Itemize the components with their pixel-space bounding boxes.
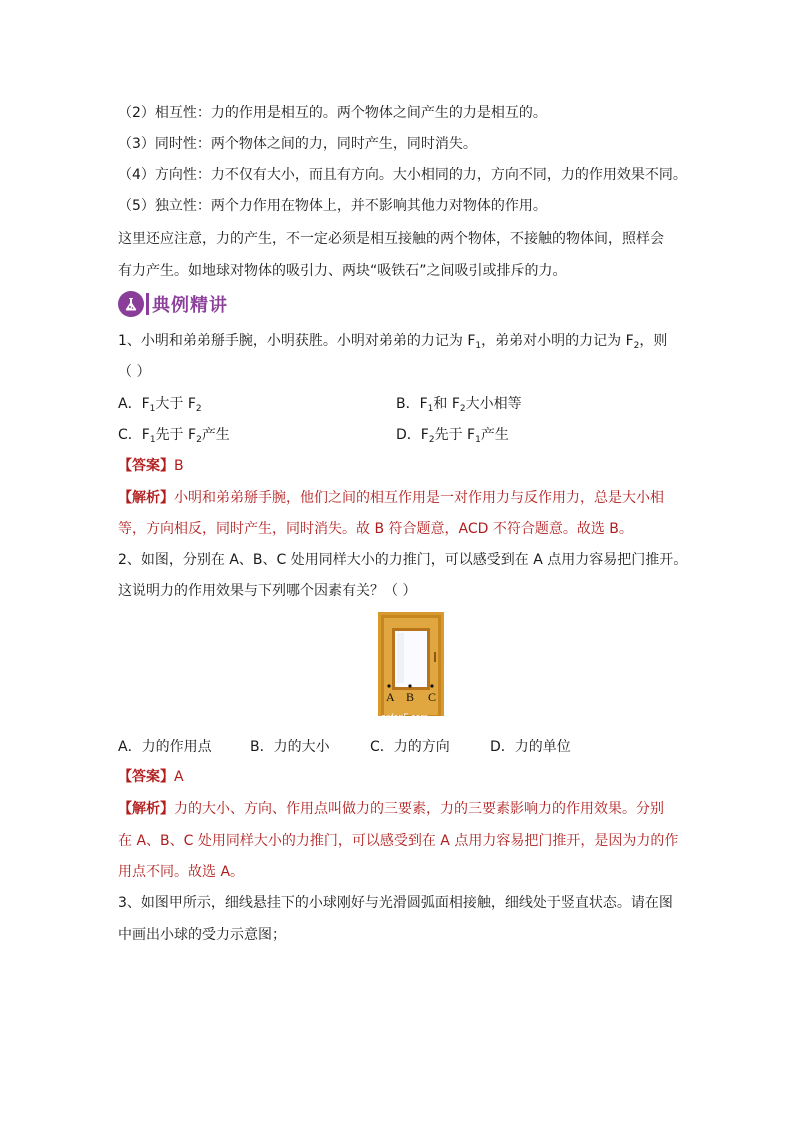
q3-stem-line-1: 3、如图甲所示，细线悬挂下的小球刚好与光滑圆弧面相接触，细线处于竖直状态。请在图	[118, 895, 673, 911]
door-label-c: C	[428, 690, 437, 704]
q1-option-d: D．$F_2$先于 $F_1$产生	[396, 427, 509, 445]
q1-option-a: A．$F_1$大于 $F_2$	[118, 396, 202, 414]
section-header	[118, 290, 228, 318]
q3-stem-line-2: 中画出小球的受力示意图；	[118, 927, 286, 943]
q2-answer: 【答案】A	[118, 769, 184, 785]
q1-analysis-line-1: 【解析】小明和弟弟掰手腕，他们之间的相互作用是一对作用力与反作用力，总是大小相	[118, 490, 664, 506]
door-label-b: B	[406, 690, 415, 704]
note-line-2: 有力产生。如地球对物体的吸引力、两块“吸铁石”之间吸引或排斥的力。	[118, 263, 567, 279]
q2-analysis-line-1: 【解析】力的大小、方向、作用点叫做力的三要素，力的三要素影响力的作用效果。分别	[118, 801, 664, 817]
q2-option-c: C．力的方向	[370, 739, 450, 755]
door-watermark: anfen5.com	[381, 712, 429, 722]
q2-option-b: B．力的大小	[250, 739, 330, 755]
property-5: （5）独立性：两个力作用在物体上，并不影响其他力对物体的作用。	[118, 198, 547, 214]
flask-icon	[118, 291, 144, 317]
q1-paren: （ ）	[118, 364, 151, 380]
q2-analysis-line-2: 在 A、B、C 处用同样大小的力推门，可以感受到在 A 点用力容易把门推开，是因为力的作	[118, 833, 679, 849]
door-figure	[378, 612, 444, 724]
property-3: （3）同时性：两个物体之间的力，同时产生，同时消失。	[118, 136, 477, 152]
property-4: （4）方向性：力不仅有大小，而且有方向。大小相同的力，方向不同，力的作用效果不同。	[118, 167, 687, 183]
note-line-1: 这里还应注意，力的产生，不一定必须是相互接触的两个物体，不接触的物体间，照样会	[118, 231, 664, 247]
property-2: （2）相互性：力的作用是相互的。两个物体之间产生的力是相互的。	[118, 105, 547, 121]
q1-analysis-line-2: 等，方向相反，同时产生，同时消失。故 B 符合题意，ACD 不符合题意。故选 B。	[118, 521, 633, 537]
q1-option-b: B．$F_1$和 $F_2$大小相等	[396, 396, 522, 414]
q2-option-a: A．力的作用点	[118, 739, 212, 755]
q2-stem-line-1: 2、如图，分别在 A、B、C 处用同样大小的力推门，可以感受到在 A 点用力容易把门推开。	[118, 552, 688, 568]
q1-answer: 【答案】B	[118, 458, 184, 474]
q2-option-d: D．力的单位	[490, 739, 571, 755]
q2-stem-line-2: 这说明力的作用效果与下列哪个因素有关？（ ）	[118, 583, 417, 599]
q1-option-c: C．$F_1$先于 $F_2$产生	[118, 427, 230, 445]
door-label-a: A	[386, 690, 395, 704]
q2-analysis-line-3: 用点不同。故选 A。	[118, 864, 245, 880]
section-divider	[146, 293, 149, 315]
section-title: 典例精讲	[152, 295, 228, 316]
q1-stem: 1、小明和弟弟掰手腕，小明获胜。小明对弟弟的力记为 $F_1$，弟弟对小明的力记为 $F_2$，则	[118, 333, 668, 351]
